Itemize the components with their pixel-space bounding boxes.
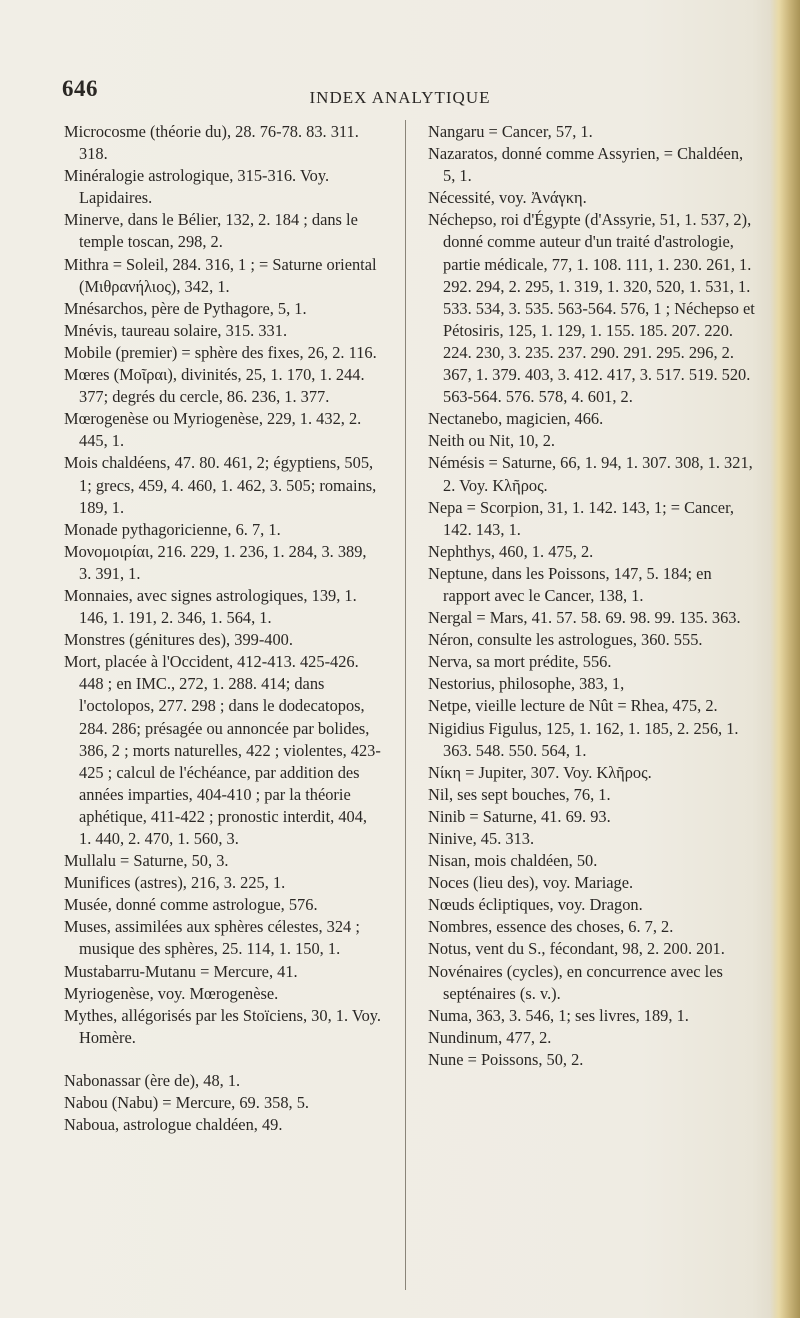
index-entry: Nabou (Nabu) = Mercure, 69. 358, 5. [64, 1093, 310, 1113]
index-entry: Ninive, 45. 313. [428, 829, 535, 848]
index-entry: Nerva, sa mort prédite, 556. [428, 652, 612, 672]
page-binding-edge [770, 0, 800, 1318]
index-entry: Numa, 363, 3. 546, 1; ses livres, 189, 1. [428, 1005, 689, 1025]
index-entry: Noces (lieu des), voy. Mariage. [428, 873, 634, 893]
index-entry: Netpe, vieille lecture de Nût = Rhea, 475, 2. [428, 696, 718, 716]
index-entry: Neith ou Nit, 10, 2. [428, 431, 556, 451]
index-entry: Nundinum, 477, 2. [428, 1027, 552, 1047]
index-entry: Monade pythagoricienne, 6. 7, 1. [64, 519, 281, 539]
index-entry: Néron, consulte les astrologues, 360. 555. [428, 630, 703, 650]
index-entry: Nil, ses sept bouches, 76, 1. [428, 784, 611, 804]
index-entry: Mnésarchos, père de Pythagore, 5, 1. [64, 298, 307, 318]
index-entry: Minéralogie astrologique, 315-316. Voy. Lapidaires. [64, 166, 330, 208]
index-entry: Notus, vent du S., fécondant, 98, 2. 200. 201. [428, 939, 725, 959]
index-entry: Nune = Poissons, 50, 2. [428, 1049, 584, 1069]
index-entry: Nepa = Scorpion, 31, 1. 142. 143, 1; = Cancer, 142. 143, 1. [428, 497, 734, 539]
index-entry: Nangaru = Cancer, 57, 1. [428, 122, 593, 141]
index-entry: Mobile (premier) = sphère des fixes, 26, 2. 116. [64, 342, 377, 362]
index-entry: Nabonassar (ère de), 48, 1. [64, 1070, 241, 1090]
page-number: 646 [62, 76, 98, 101]
index-entry: Nombres, essence des choses, 6. 7, 2. [428, 917, 674, 937]
index-entry: Mythes, allégorisés par les Stoïciens, 30, 1. Voy. Homère. [64, 1005, 382, 1047]
index-column-left [64, 121, 382, 1136]
index-entry: Myriogenèse, voy. Mœrogenèse. [64, 983, 279, 1003]
index-column-right [428, 121, 758, 1071]
index-entry: Nœuds écliptiques, voy. Dragon. [428, 895, 643, 915]
index-entry: Mnévis, taureau solaire, 315. 331. [64, 320, 288, 340]
column-divider [405, 120, 406, 1290]
index-entry: Mois chaldéens, 47. 80. 461, 2; égyptiens, 505, 1; grecs, 459, 4. 460, 1. 462, 3. 505; romains, 189, 1. [64, 453, 377, 517]
running-head: INDEX ANALYTIQUE [309, 88, 491, 107]
index-entry: Ninib = Saturne, 41. 69. 93. [428, 806, 611, 826]
index-entry: Nestorius, philosophe, 383, 1, [428, 674, 625, 694]
index-entry: Monstres (génitures des), 399-400. [64, 630, 293, 650]
index-entry: Mœres (Μοῖραι), divinités, 25, 1. 170, 1. 244. 377; degrés du cercle, 86. 236, 1. 377. [64, 365, 365, 407]
index-entry: Monnaies, avec signes astrologiques, 139, 1. 146, 1. 191, 2. 346, 1. 564, 1. [64, 585, 357, 628]
index-entry: Nigidius Figulus, 125, 1. 162, 1. 185, 2. 256, 1. 363. 548. 550. 564, 1. [428, 718, 739, 760]
index-entry: Muses, assimilées aux sphères célestes, 324 ; musique des sphères, 25. 114, 1. 150, 1. [64, 917, 360, 959]
index-entry: Nephthys, 460, 1. 475, 2. [428, 541, 594, 561]
index-entry: Munifices (astres), 216, 3. 225, 1. [64, 873, 286, 893]
index-entry: Nectanebo, magicien, 466. [428, 409, 604, 429]
index-entry: Nazaratos, donné comme Assyrien, = Chaldéen, 5, 1. [428, 144, 744, 186]
index-entry: Minerve, dans le Bélier, 132, 2. 184 ; dans le temple toscan, 298, 2. [64, 210, 358, 252]
index-entry: Neptune, dans les Poissons, 147, 5. 184; en rapport avec le Cancer, 138, 1. [428, 563, 712, 605]
index-entry: Némésis = Saturne, 66, 1. 94, 1. 307. 308, 1. 321, 2. Voy. Κλῆρος. [428, 453, 753, 495]
index-entry: Mullalu = Saturne, 50, 3. [64, 851, 229, 871]
index-entry: Naboua, astrologue chaldéen, 49. [64, 1115, 283, 1135]
index-entry: Mœrogenèse ou Myriogenèse, 229, 1. 432, 2. 445, 1. [64, 409, 362, 451]
index-entry: Néchepso, roi d'Égypte (d'Assyrie, 51, 1. 537, 2), donné comme auteur d'un traité d'astrologie, partie médicale, 77, 1. 108. 111, 1. 230. 261, 1. 292. 294, 2. 295, 1. 319, 1. 320, 520, 1. 531, 1. 533. 534, 3. 535. 563-564. 576, 1 ; Néchepso et Pétosiris, 125, 1. 129, 1. 155. 185. 207. 220. 224. 230, 3. 235. 237. 290. 291. 295. 296, 2. 367, 1. 379. 403, 3. 412. 417, 3. 517. 519. 520. 563-564. 576. 578, 4. 601, 2. [428, 210, 755, 407]
index-entry: Novénaires (cycles), en concurrence avec les septénaires (s. v.). [428, 961, 723, 1003]
index-entry: Mustabarru-Mutanu = Mercure, 41. [64, 961, 298, 981]
index-entry: Nisan, mois chaldéen, 50. [428, 851, 598, 871]
index-entry: Νίκη = Jupiter, 307. Voy. Κλῆρος. [428, 762, 652, 782]
index-entry: Mort, placée à l'Occident, 412-413. 425-426. 448 ; en IMC., 272, 1. 288. 414; dans l'octolopos, 277. 298 ; dans le dodecatopos, 284. 286; présagée ou annoncée par bolides, 386, 2 ; morts naturelles, 422 ; violentes, 423-425 ; calcul de l'échéance, par addition des années imparties, 404-410 ; par la théorie aphétique, 411-422 ; pronostic interdit, 404, 1. 440, 2. 470, 1. 560, 3. [64, 652, 381, 848]
index-entry: Nécessité, voy. Ἀνάγκη. [428, 188, 587, 208]
index-entry: Mithra = Soleil, 284. 316, 1 ; = Saturne oriental (Μιθρανήλιος), 342, 1. [64, 254, 377, 296]
index-entry: Musée, donné comme astrologue, 576. [64, 895, 318, 915]
index-entry: Microcosme (théorie du), 28. 76-78. 83. 311. 318. [64, 122, 359, 164]
index-entry: Μονομοιρίαι, 216. 229, 1. 236, 1. 284, 3. 389, 3. 391, 1. [64, 541, 367, 583]
index-entry: Nergal = Mars, 41. 57. 58. 69. 98. 99. 135. 363. [428, 608, 741, 628]
